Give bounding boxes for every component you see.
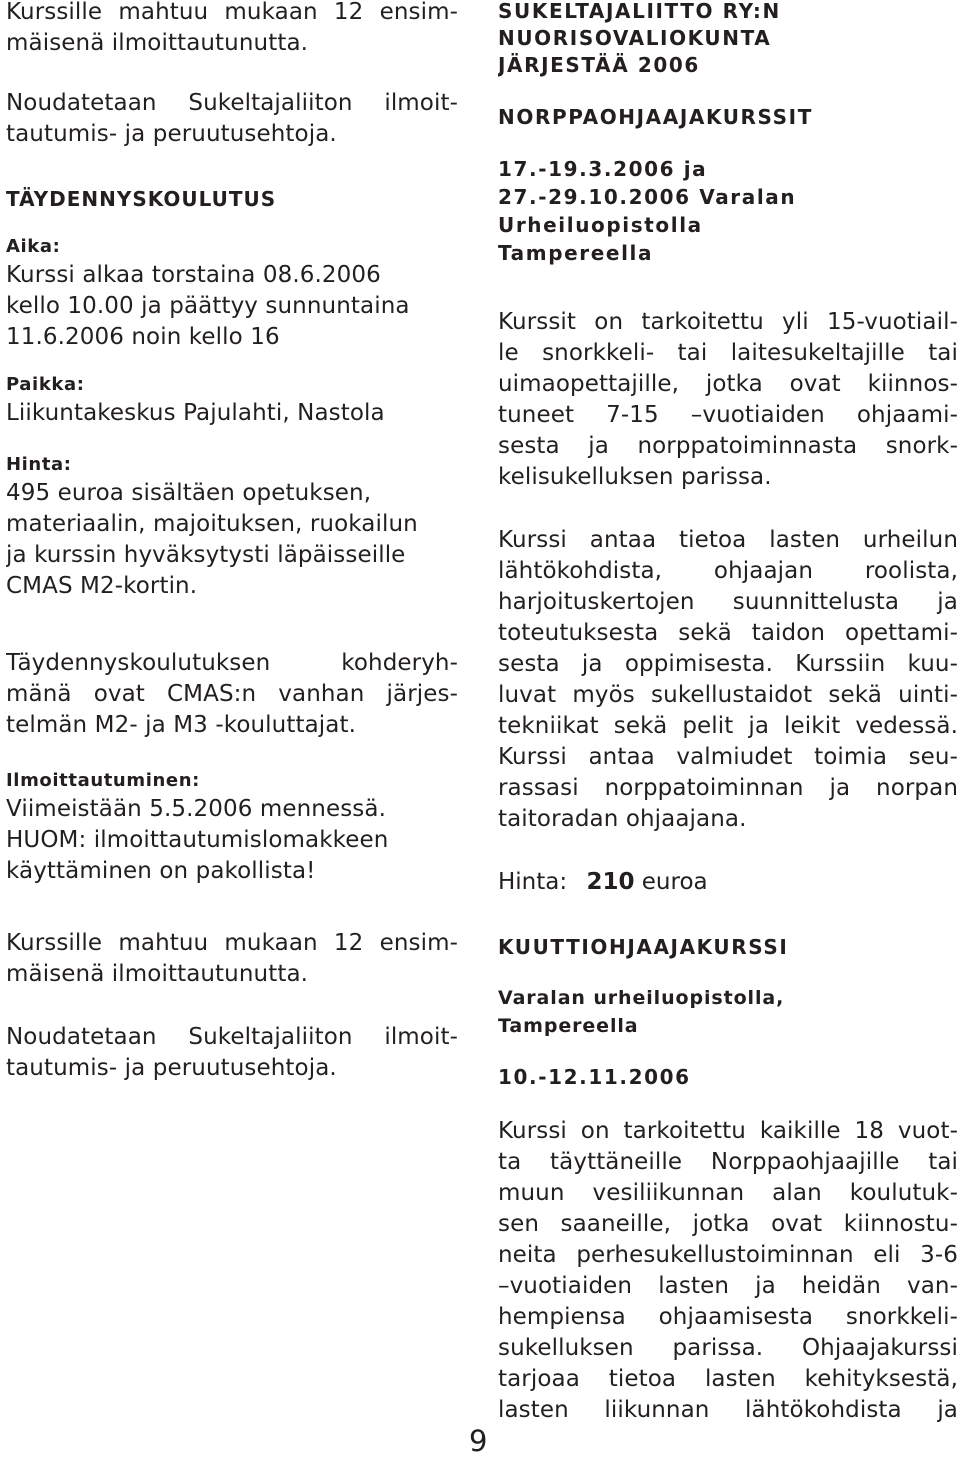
text-line: sukelluksen parissa. Ohjaajakurssi <box>498 1335 958 1361</box>
text-line: tautumis- ja peruutusehtoja. <box>6 121 337 147</box>
text-line: taitoradan ohjaajana. <box>498 806 747 832</box>
text-line: 11.6.2006 noin kello 16 <box>6 324 280 350</box>
dates-line: Tampereella <box>498 241 654 265</box>
course2-dates: 10.-12.11.2006 <box>498 1065 691 1089</box>
intro-capacity-paragraph <box>6 0 458 59</box>
text-line: mänä ovat CMAS:n vanhan järjes- <box>6 681 458 707</box>
text-line: Kurssille mahtuu mukaan 12 ensim- <box>6 0 458 25</box>
course1-title: NORPPAOHJAAJAKURSSIT <box>498 105 813 129</box>
text-line: tautumis- ja peruutusehtoja. <box>6 1055 337 1081</box>
text-line: –vuotiaiden lasten ja heidän van- <box>498 1273 958 1299</box>
text-line: Kurssi antaa tietoa lasten urheilun <box>498 527 958 553</box>
text-line: lasten liikunnan lähtökohdista ja <box>498 1397 958 1423</box>
dates-line: 17.-19.3.2006 ja <box>498 157 708 181</box>
text-line: muun vesiliikunnan alan koulutuk- <box>498 1180 958 1206</box>
price-block <box>6 452 458 602</box>
text-line: tarjoaa tietoa lasten kehityksestä, <box>498 1366 958 1392</box>
text-line: neita perhesukellustoiminnan eli 3-6 <box>498 1242 958 1268</box>
text-line: Kurssi antaa valmiudet toimia seu- <box>498 744 958 770</box>
text-line: harjoituskertojen suunnittelusta ja <box>498 589 958 615</box>
time-block <box>6 234 458 353</box>
price-amount: 210 <box>586 869 635 895</box>
text-line: 495 euroa sisältäen opetuksen, <box>6 480 372 506</box>
text-line: Kurssille mahtuu mukaan 12 ensim- <box>6 930 458 956</box>
text-line: hempiensa ohjaamisesta snorkkeli- <box>498 1304 958 1330</box>
text-line: Viimeistään 5.5.2006 mennessä. <box>6 796 386 822</box>
text-line: toteutuksesta sekä taidon opettami- <box>498 620 958 646</box>
text-line: kelisukelluksen parissa. <box>498 464 772 490</box>
text-line: sesta ja oppimisesta. Kurssiin kuu- <box>498 651 958 677</box>
text-line: kello 10.00 ja päättyy sunnuntaina <box>6 293 410 319</box>
price-label: Hinta: <box>498 869 568 895</box>
text-line: mäisenä ilmoittautunutta. <box>6 961 309 987</box>
price-currency: euroa <box>641 869 708 895</box>
intro-terms-paragraph <box>6 88 458 150</box>
page-number: 9 <box>469 1424 488 1458</box>
text-line: uimaopettajille, jotka ovat kiinnos- <box>498 371 958 397</box>
registration-block <box>6 768 458 887</box>
course2-place <box>498 984 958 1040</box>
dates-line: Urheiluopistolla <box>498 213 703 237</box>
text-line: Noudatetaan Sukeltajaliiton ilmoit- <box>6 90 458 116</box>
header-line: NUORISOVALIOKUNTA <box>498 26 772 50</box>
text-line: Noudatetaan Sukeltajaliiton ilmoit- <box>6 1024 458 1050</box>
text-line: sesta ja norppatoiminnasta snork- <box>498 433 958 459</box>
header-line: SUKELTAJALIITTO RY:N <box>498 0 781 23</box>
course1-dates <box>498 155 958 267</box>
target-group-paragraph <box>6 648 458 741</box>
text-line: HUOM: ilmoittautumislomakkeen <box>6 827 389 853</box>
course1-description-1 <box>498 307 958 493</box>
course1-description-2 <box>498 525 958 835</box>
text-line: Liikuntakeskus Pajulahti, Nastola <box>6 400 385 426</box>
registration-label: Ilmoittautuminen: <box>6 770 200 791</box>
course2-description <box>498 1116 958 1426</box>
text-line: rassasi norppatoiminnan ja norpan <box>498 775 958 801</box>
text-line: Kurssi on tarkoitettu kaikille 18 vuot- <box>498 1118 958 1144</box>
place-label: Paikka: <box>6 374 85 395</box>
text-line: tuneet 7-15 –vuotiaiden ohjaami- <box>498 402 958 428</box>
text-line: käyttäminen on pakollista! <box>6 858 316 884</box>
text-line: mäisenä ilmoittautunutta. <box>6 30 309 56</box>
outro-capacity-paragraph <box>6 928 458 990</box>
dates-line: 27.-29.10.2006 Varalan <box>498 185 797 209</box>
course1-price <box>498 867 708 898</box>
text-line: le snorkkeli- tai laitesukeltajille tai <box>498 340 958 366</box>
section-title: TÄYDENNYSKOULUTUS <box>6 187 277 211</box>
text-line: materiaalin, majoituksen, ruokailun <box>6 511 418 537</box>
text-line: ta täyttäneille Norppaohjaajille tai <box>498 1149 958 1175</box>
org-header <box>498 0 958 79</box>
text-line: CMAS M2-kortin. <box>6 573 198 599</box>
price-label: Hinta: <box>6 454 72 475</box>
text-line: telmän M2- ja M3 -kouluttajat. <box>6 712 356 738</box>
text-line: sen saaneille, jotka ovat kiinnostu- <box>498 1211 958 1237</box>
text-line: Kurssi alkaa torstaina 08.6.2006 <box>6 262 381 288</box>
text-line: Täydennyskoulutuksen kohderyh- <box>6 650 458 676</box>
time-label: Aika: <box>6 236 61 257</box>
place-block <box>6 372 458 429</box>
text-line: luvat myös sukellustaidot sekä uinti- <box>498 682 958 708</box>
course2-title: KUUTTIOHJAAJAKURSSI <box>498 935 789 959</box>
place-line: Tampereella <box>498 1015 639 1037</box>
text-line: lähtökohdista, ohjaajan roolista, <box>498 558 958 584</box>
text-line: ja kurssin hyväksytysti läpäisseille <box>6 542 406 568</box>
text-line: Kurssit on tarkoitettu yli 15-vuotiail- <box>498 309 958 335</box>
outro-terms-paragraph <box>6 1022 458 1084</box>
place-line: Varalan urheiluopistolla, <box>498 987 785 1009</box>
header-line: JÄRJESTÄÄ 2006 <box>498 53 700 77</box>
text-line: tekniikat sekä pelit ja leikit vedessä. <box>498 713 958 739</box>
